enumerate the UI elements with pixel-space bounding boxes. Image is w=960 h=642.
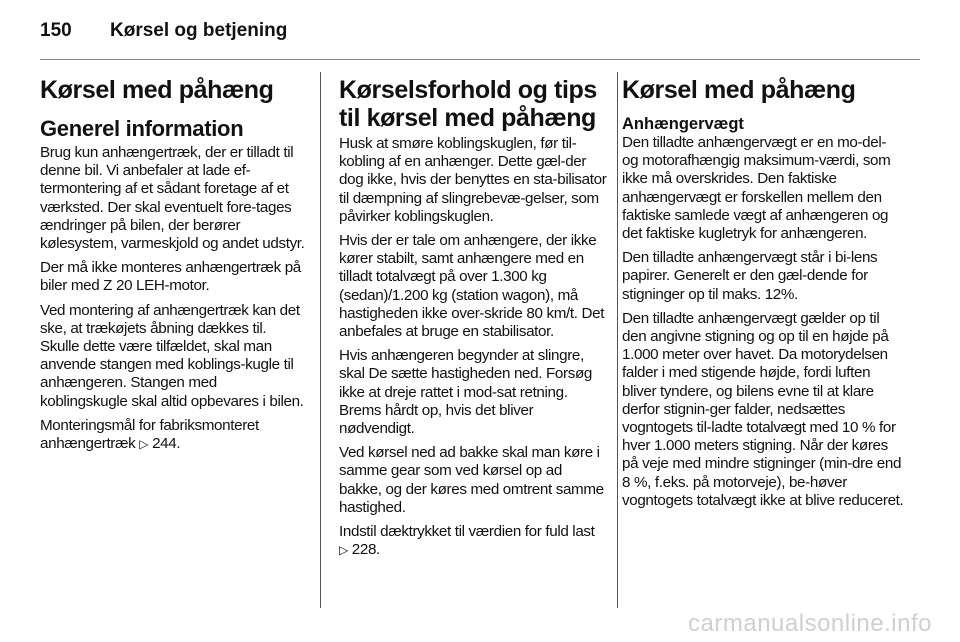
column-1 (40, 72, 308, 459)
header-rule (40, 59, 920, 60)
paragraph: Ved kørsel ned ad bakke skal man køre i samme gear som ved kørsel op ad bakke, og der køres med omtrent samme hastighed. (339, 444, 604, 516)
paragraph: Der må ikke monteres anhængertræk på biler med Z 20 LEH-motor. (40, 259, 301, 295)
column-divider-1 (320, 72, 321, 608)
column-divider-2 (617, 72, 618, 608)
subsection-heading: Generel information (40, 116, 244, 141)
paragraph: Brug kun anhængertræk, der er tilladt til denne bil. Vi anbefaler at lade ef-termontering af et sådant foretage af et værksted. Der skal eventuelt fore-tages ændringer på bilen, der berører kølesystem, varmeskjold og andet udstyr. (40, 144, 305, 253)
section-heading: Kørselsforhold og tips til kørsel med påhæng (339, 76, 597, 132)
page-reference-icon: ▷ (339, 543, 348, 558)
page-reference-icon: ▷ (139, 437, 149, 452)
page-number: 150 (40, 20, 72, 41)
paragraph-with-reference (40, 417, 308, 453)
column-2 (339, 72, 607, 565)
paragraph-text: Indstil dæktrykket til værdien for fuld last (339, 523, 595, 541)
paragraph: Hvis anhængeren begynder at slingre, skal De sætte hastigheden ned. Forsøg ikke at dreje rattet i mod-sat retning. Brems hårdt op, hvis det bliver nødvendigt. (339, 347, 592, 438)
paragraph: Den tilladte anhængervægt står i bi-lens papirer. Generelt er den gæl-dende for stigninger op til maks. 12%. (622, 249, 878, 303)
column-3 (622, 72, 904, 516)
section-heading: Kørsel med påhæng (622, 76, 856, 104)
paragraph-text: Monteringsmål for fabriksmonteret anhængertræk (40, 416, 259, 453)
subsection-heading: Anhængervægt (622, 115, 744, 133)
page-header (40, 20, 287, 46)
paragraph: Husk at smøre koblingskuglen, før til-kobling af en anhænger. Dette gæl-der dog ikke, hvis der benyttes en sta-bilisator til dæmpning af slingrebevæ-gelser, som påvirker koblingskuglen. (339, 135, 607, 225)
paragraph: Den tilladte anhængervægt gælder op til den angivne stigning og op til en højde på 1.000 meter over havet. Da motorydelsen falder i med stigende højde, fordi luften bliver tyndere, og bilens evne til at klare derfor stignin-ger falder, nedsættes vogntogets til-ladte totalvægt med 10 % for hver 1.000 meters stigning. Når der køres på veje med mindre stigninger (min-dre end 8 %, f.eks. på motorveje), be-høver vogntogets totalvægt ikke at blive reduceret. (622, 309, 904, 509)
paragraph-with-reference (339, 523, 607, 559)
watermark: carmanualsonline.info (688, 610, 932, 637)
paragraph: Ved montering af anhængertræk kan det ske, at trækøjets åbning dækkes til. Skulle dette være tilfældet, skal man anvende stangen med koblings-kugle til anhængeren. Stangen med koblingskugle skal altid opbevares i bilen. (40, 301, 304, 410)
running-title: Kørsel og betjening (110, 20, 288, 41)
paragraph: Hvis der er tale om anhængere, der ikke kører stabilt, samt anhængere med en tilladt totalvægt på over 1.300 kg (sedan)/1.200 kg (station wagon), må hastigheden ikke over-skride 80 km/t. Det anbefales at bruge en stabilisator. (339, 232, 605, 341)
paragraph: Den tilladte anhængervægt er en mo-del- og motorafhængig maksimum-værdi, som ikke må overskrides. Den faktiske anhængervægt er forskellen mellem den faktiske samlede vægt af anhængeren og det faktiske kugletryk for anhængeren. (622, 134, 891, 243)
section-heading: Kørsel med påhæng (40, 76, 274, 104)
page-reference[interactable]: 228. (351, 541, 380, 559)
page-reference[interactable]: 244. (152, 435, 181, 453)
